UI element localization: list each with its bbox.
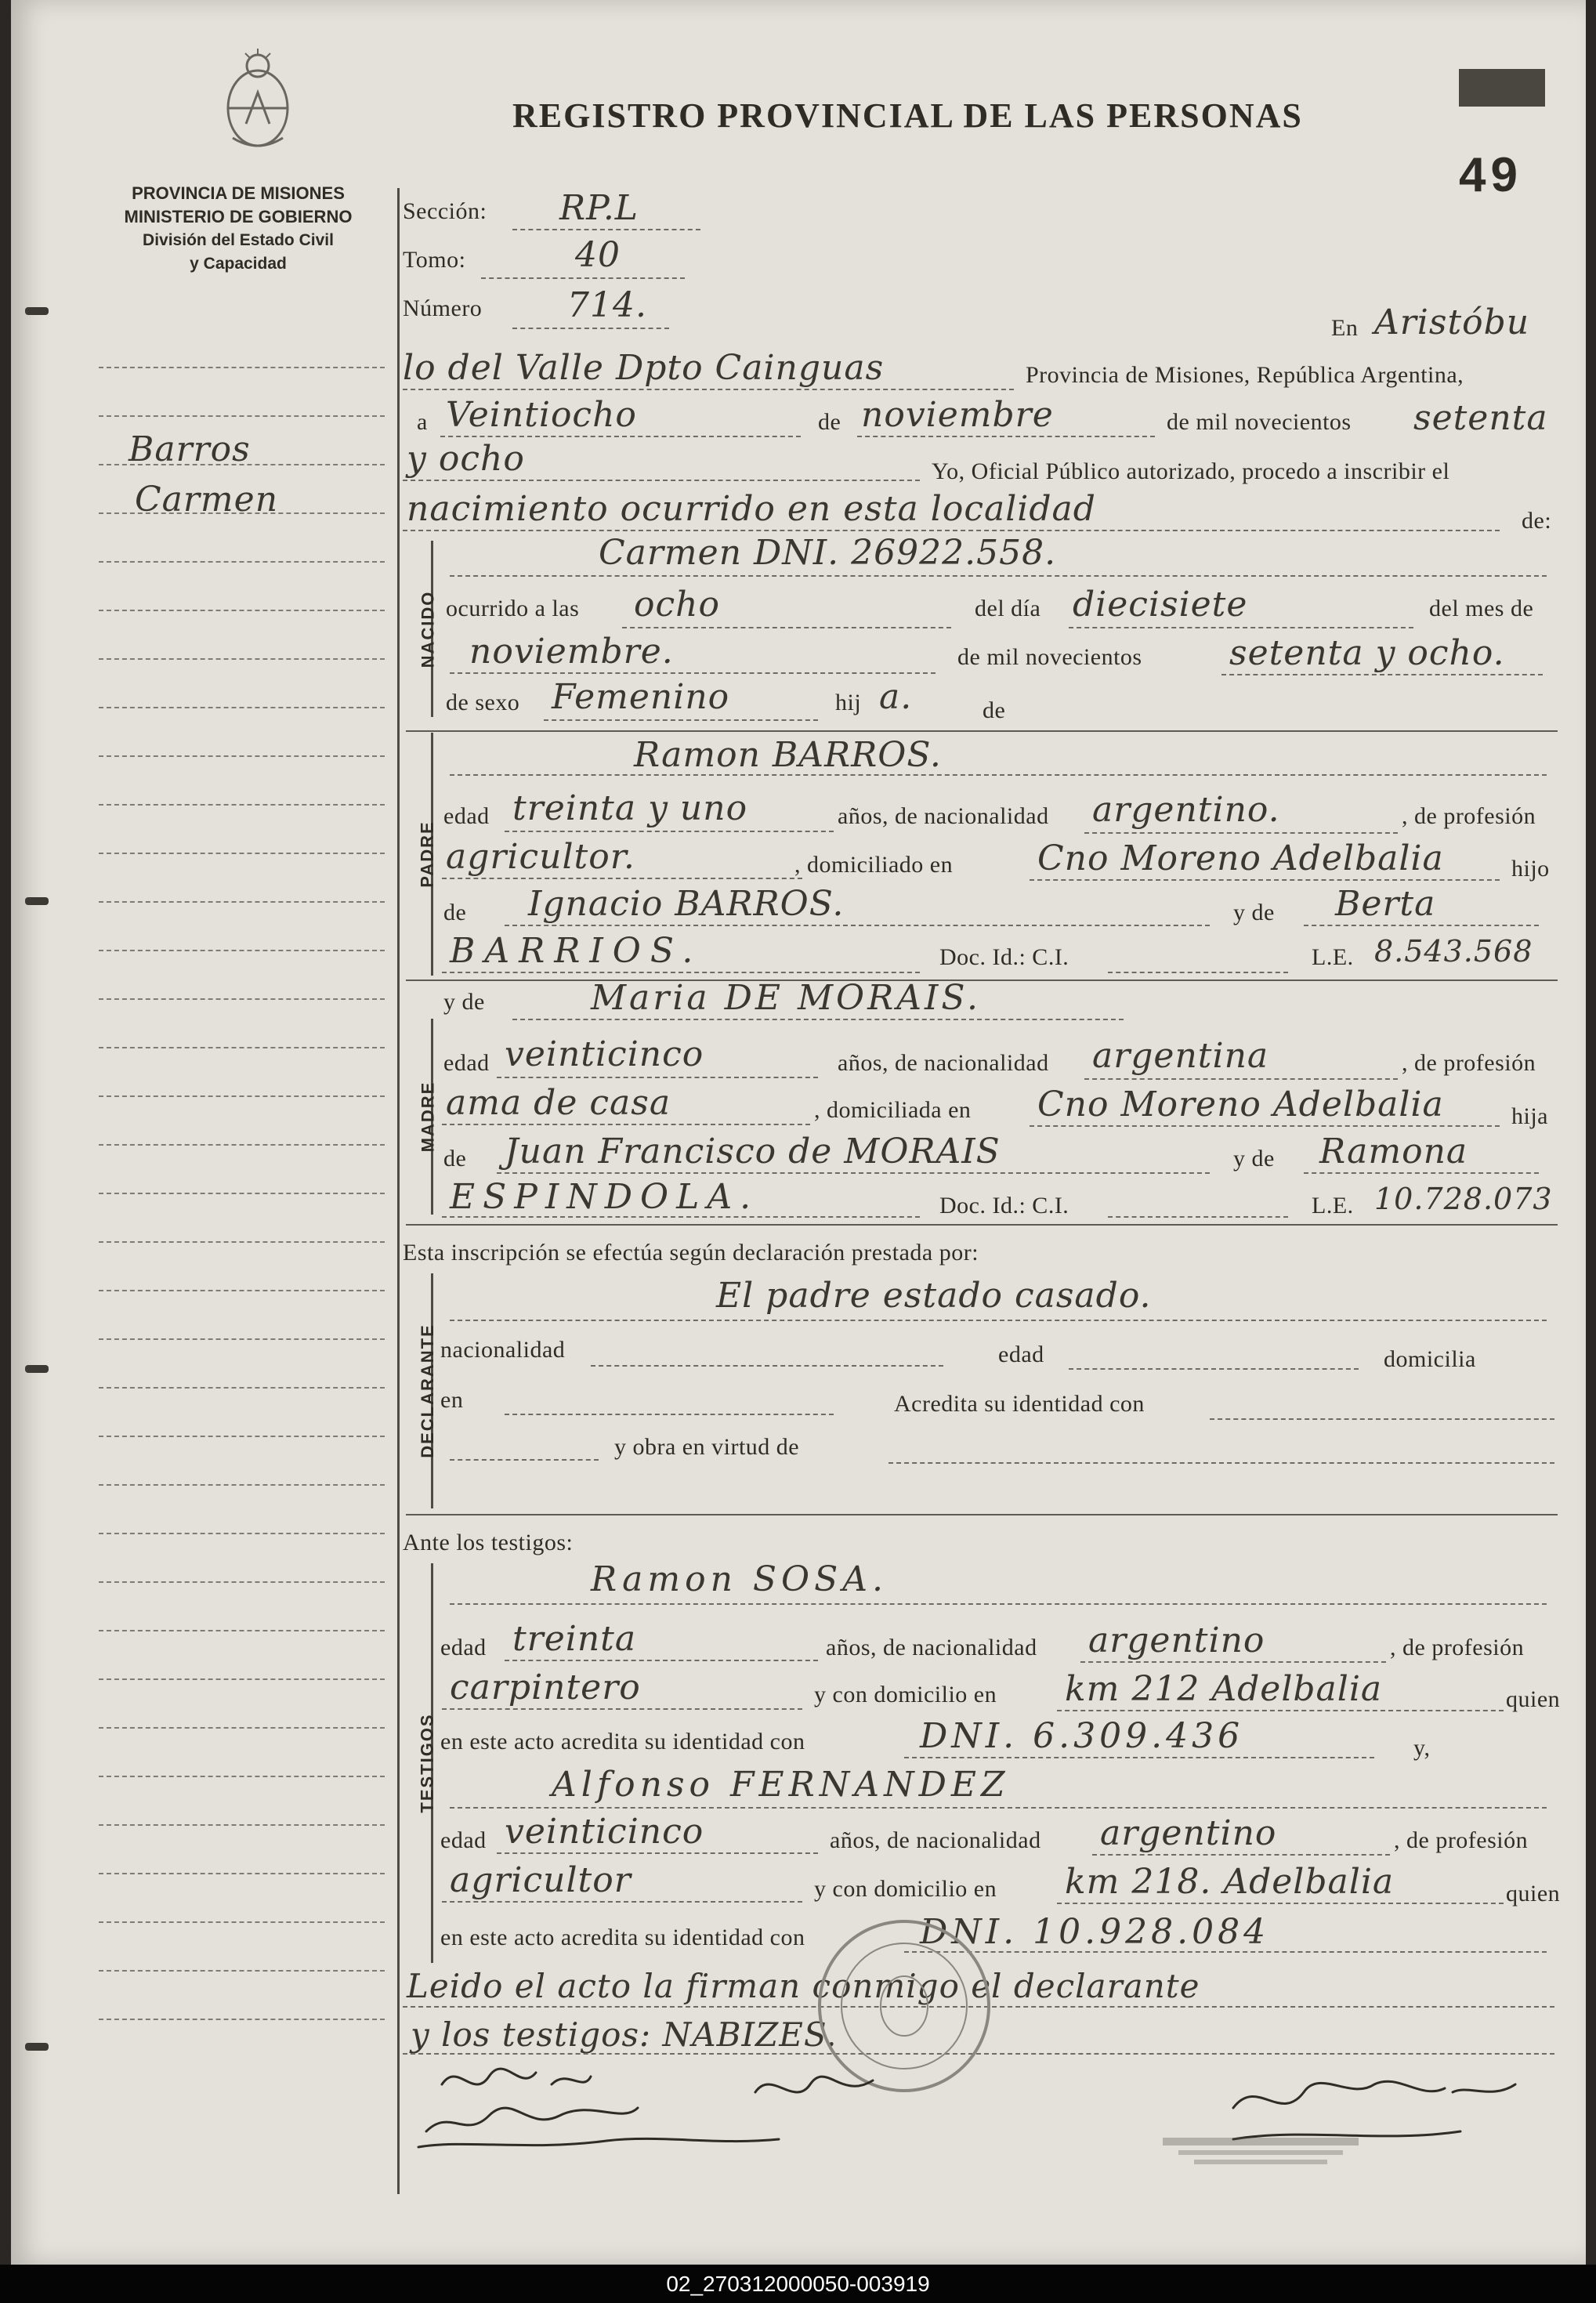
witness2-age: veinticinco <box>505 1812 704 1852</box>
w1-quien-label: quien <box>1506 1686 1561 1712</box>
decl-dom-label: domicilia <box>1384 1346 1476 1372</box>
mother-mother-2: ESPINDOLA. <box>450 1177 759 1217</box>
mother-mother-1: Ramona <box>1319 1132 1468 1171</box>
margin-ruled-line <box>99 998 385 1000</box>
page-number-stamp <box>1459 69 1545 107</box>
declarante-text: El padre estado casado. <box>716 1276 1152 1316</box>
signature-ramon-sosa <box>426 2108 638 2131</box>
padre-y-de-label: y de <box>1233 900 1275 925</box>
tomo-label: Tomo: <box>403 247 466 273</box>
numero-value: 714. <box>567 285 647 325</box>
hij-suffix: a. <box>879 677 913 717</box>
madre-section-label: MADRE <box>418 1081 438 1153</box>
signature-official <box>1233 2081 1515 2108</box>
madre-le-label: L.E. <box>1312 1193 1354 1218</box>
file-id-footer: 02_270312000050-003919 <box>0 2265 1596 2303</box>
margin-ruled-line <box>99 2019 385 2020</box>
registry-title: REGISTRO PROVINCIAL DE LAS PERSONAS <box>512 96 1303 135</box>
margin-ruled-line <box>99 1193 385 1194</box>
margin-ruled-line <box>99 950 385 951</box>
issuer-line: MINISTERIO DE GOBIERNO <box>124 207 353 226</box>
padre-hijo-label: hijo <box>1511 856 1550 882</box>
tomo-value: 40 <box>575 235 621 275</box>
testigos-section-label: TESTIGOS <box>418 1713 437 1813</box>
margin-surname: Barros <box>128 429 251 469</box>
mother-parent: Juan Francisco de MORAIS <box>505 1132 1001 1171</box>
margin-ruled-line <box>99 464 385 465</box>
margin-ruled-line <box>99 1387 385 1389</box>
w1-prof-label: , de profesión <box>1390 1635 1525 1660</box>
margin-ruled-line <box>99 1047 385 1048</box>
margin-ruled-line <box>99 1921 385 1923</box>
w2-edad-label: edad <box>440 1827 487 1853</box>
margin-ruled-line <box>99 1338 385 1340</box>
father-mother-2: BARRIOS. <box>450 931 703 971</box>
witness1-id: DNI. 6.309.436 <box>920 1716 1244 1756</box>
year-words-1: setenta <box>1413 398 1548 438</box>
closing-line-2: y los testigos: NABIZES. <box>411 2015 838 2054</box>
margin-ruled-line <box>99 1144 385 1146</box>
sex-value: Femenino <box>552 677 730 717</box>
margin-ruled-line <box>99 1241 385 1243</box>
madre-y-de-label: y de <box>443 989 485 1015</box>
father-domicile: Cno Moreno Adelbalia <box>1037 838 1444 878</box>
issuer-line: y Capacidad <box>190 255 287 273</box>
a-label: a <box>417 409 428 435</box>
witness1-domicile: km 212 Adelbalia <box>1065 1669 1383 1709</box>
w1-dom-label: y con domicilio en <box>814 1682 997 1707</box>
witness2-nationality: argentino <box>1100 1813 1277 1853</box>
mother-domicile: Cno Moreno Adelbalia <box>1037 1085 1444 1124</box>
event-text: nacimiento ocurrido en esta localidad <box>407 489 1096 529</box>
father-nationality: argentino. <box>1092 790 1280 830</box>
madre-de-label: de <box>443 1146 467 1171</box>
margin-ruled-line <box>99 1436 385 1437</box>
birth-month: noviembre. <box>469 632 674 672</box>
madre-nac-label: años, de nacionalidad <box>838 1050 1049 1076</box>
declarante-section-label: DECLARANTE <box>418 1324 437 1458</box>
faint-stamp <box>1163 2133 1359 2180</box>
father-le: 8.543.568 <box>1374 934 1533 969</box>
mother-le: 10.728.073 <box>1374 1182 1553 1216</box>
father-parent: Ignacio BARROS. <box>528 884 845 924</box>
w2-dom-label: y con domicilio en <box>814 1876 997 1902</box>
witness1-name: Ramon SOSA. <box>591 1559 888 1599</box>
year-words-2: y ocho <box>407 439 525 479</box>
decl-en-label: en <box>440 1387 464 1413</box>
witness2-name: Alfonso FERNANDEZ <box>552 1765 1010 1805</box>
binder-hole <box>25 1365 49 1373</box>
w1-y-label: y, <box>1413 1735 1431 1761</box>
margin-ruled-line <box>99 1970 385 1972</box>
de-colon: de: <box>1522 508 1552 534</box>
margin-ruled-line <box>99 1095 385 1097</box>
madre-y-de-label2: y de <box>1233 1146 1275 1171</box>
madre-edad-label: edad <box>443 1050 490 1076</box>
signatures-area <box>403 2053 1562 2155</box>
mother-profession: ama de casa <box>446 1083 671 1123</box>
page-number: 49 <box>1459 148 1522 202</box>
margin-ruled-line <box>99 1824 385 1826</box>
year-prefix: de mil novecientos <box>1167 409 1352 435</box>
mother-nationality: argentina <box>1092 1036 1269 1076</box>
father-name: Ramon BARROS. <box>634 735 942 775</box>
padre-nac-label: años, de nacionalidad <box>838 803 1049 829</box>
father-profession: agricultor. <box>446 837 635 877</box>
mother-age: veinticinco <box>505 1034 704 1074</box>
padre-prof-label: , de profesión <box>1402 803 1536 829</box>
binder-hole <box>25 2043 49 2051</box>
witness1-age: treinta <box>512 1619 637 1659</box>
madre-doc-label: Doc. Id.: C.I. <box>939 1193 1069 1218</box>
margin-ruled-line <box>99 658 385 660</box>
declaration-intro: Esta inscripción se efectúa según declaración prestada por: <box>403 1240 979 1266</box>
issuer-line: PROVINCIA DE MISIONES <box>132 183 345 203</box>
decl-nac-label: nacionalidad <box>440 1337 566 1363</box>
nacido-name: Carmen DNI. 26922.558. <box>599 533 1057 573</box>
margin-ruled-line <box>99 804 385 806</box>
w2-prof-label: , de profesión <box>1394 1827 1529 1853</box>
place-line-1: Aristóbu <box>1374 302 1530 342</box>
signature-ramon-barros <box>442 2069 591 2084</box>
ocurrido-label: ocurrido a las <box>446 596 580 621</box>
seccion-value: RP.L <box>559 188 639 228</box>
w2-acredita-label: en este acto acredita su identidad con <box>440 1925 805 1950</box>
margin-ruled-line <box>99 1533 385 1534</box>
margin-ruled-line <box>99 367 385 368</box>
w2-quien-label: quien <box>1506 1881 1561 1906</box>
hij-label: hij <box>835 690 862 715</box>
binder-hole <box>25 897 49 905</box>
madre-dom-label: , domiciliada en <box>814 1097 972 1123</box>
witness-intro: Ante los testigos: <box>403 1530 574 1555</box>
madre-prof-label: , de profesión <box>1402 1050 1536 1076</box>
w1-edad-label: edad <box>440 1635 487 1660</box>
day-words: Veintiocho <box>446 395 637 435</box>
witness2-domicile: km 218. Adelbalia <box>1065 1862 1395 1902</box>
nacido-section-label: NACIDO <box>418 590 437 668</box>
margin-ruled-line <box>99 1678 385 1680</box>
margin-ruled-line <box>99 610 385 611</box>
numero-label: Número <box>403 295 483 321</box>
margin-ruled-line <box>99 1727 385 1729</box>
margin-ruled-line <box>99 1873 385 1874</box>
del-mes-label: del mes de <box>1429 596 1534 621</box>
en-label: En <box>1331 315 1359 341</box>
father-mother-1: Berta <box>1335 884 1436 924</box>
margin-ruled-line <box>99 1484 385 1486</box>
margin-ruled-line <box>99 1776 385 1777</box>
mother-name: Maria DE MORAIS. <box>591 978 981 1018</box>
w1-acredita-label: en este acto acredita su identidad con <box>440 1729 805 1754</box>
registry-page <box>11 0 1586 2265</box>
seccion-label: Sección: <box>403 198 487 224</box>
witness1-profession: carpintero <box>450 1668 641 1707</box>
margin-ruled-line <box>99 853 385 854</box>
place-line-2: lo del Valle Dpto Cainguas <box>403 348 885 388</box>
witness1-nationality: argentino <box>1088 1620 1265 1660</box>
father-age: treinta y uno <box>512 788 748 828</box>
del-dia-label: del día <box>975 596 1041 621</box>
margin-ruled-line <box>99 755 385 757</box>
decl-edad-label: edad <box>998 1342 1044 1367</box>
birth-hour: ocho <box>634 585 720 625</box>
padre-le-label: L.E. <box>1312 944 1354 970</box>
decl-obra-label: y obra en virtud de <box>614 1434 800 1460</box>
birth-year: setenta y ocho. <box>1229 633 1505 673</box>
signature-barros <box>755 2077 873 2092</box>
margin-given-name: Carmen <box>135 480 279 520</box>
decl-acredita-label: Acredita su identidad con <box>894 1391 1145 1417</box>
padre-section-label: PADRE <box>418 820 438 888</box>
birth-day: diecisiete <box>1073 585 1248 625</box>
madre-hija-label: hija <box>1511 1103 1548 1129</box>
padre-edad-label: edad <box>443 803 490 829</box>
padre-doc-label: Doc. Id.: C.I. <box>939 944 1069 970</box>
nacido-de-label: de <box>983 697 1006 723</box>
provincia-text: Provincia de Misiones, República Argentina, <box>1026 362 1464 388</box>
issuer-line: División del Estado Civil <box>143 231 334 249</box>
margin-ruled-line <box>99 901 385 903</box>
w1-nac-label: años, de nacionalidad <box>826 1635 1037 1660</box>
margin-ruled-line <box>99 512 385 514</box>
margin-ruled-line <box>99 1630 385 1631</box>
coat-of-arms-icon <box>211 45 305 155</box>
witness2-id: DNI. 10.928.084 <box>920 1912 1270 1952</box>
witness2-profession: agricultor <box>450 1860 632 1900</box>
padre-dom-label: , domiciliado en <box>794 852 954 878</box>
binder-hole <box>25 307 49 315</box>
margin-ruled-line <box>99 561 385 563</box>
closing-line-1: Leido el acto la firman conmigo el declarante <box>407 1967 1200 2005</box>
margin-ruled-line <box>99 1581 385 1583</box>
padre-de-label: de <box>443 900 467 925</box>
issuer-block <box>81 182 395 276</box>
margin-ruled-line <box>99 1290 385 1291</box>
w2-nac-label: años, de nacionalidad <box>830 1827 1041 1853</box>
signature-alfonso-fernandez <box>418 2138 779 2147</box>
month-words: noviembre <box>861 395 1054 435</box>
margin-divider <box>397 188 400 2194</box>
sexo-label: de sexo <box>446 690 520 715</box>
margin-ruled-line <box>99 415 385 417</box>
margin-ruled-line <box>99 707 385 708</box>
official-text: Yo, Oficial Público autorizado, procedo a inscribir el <box>932 458 1450 484</box>
birth-year-prefix: de mil novecientos <box>957 644 1142 670</box>
de-label: de <box>818 409 841 435</box>
